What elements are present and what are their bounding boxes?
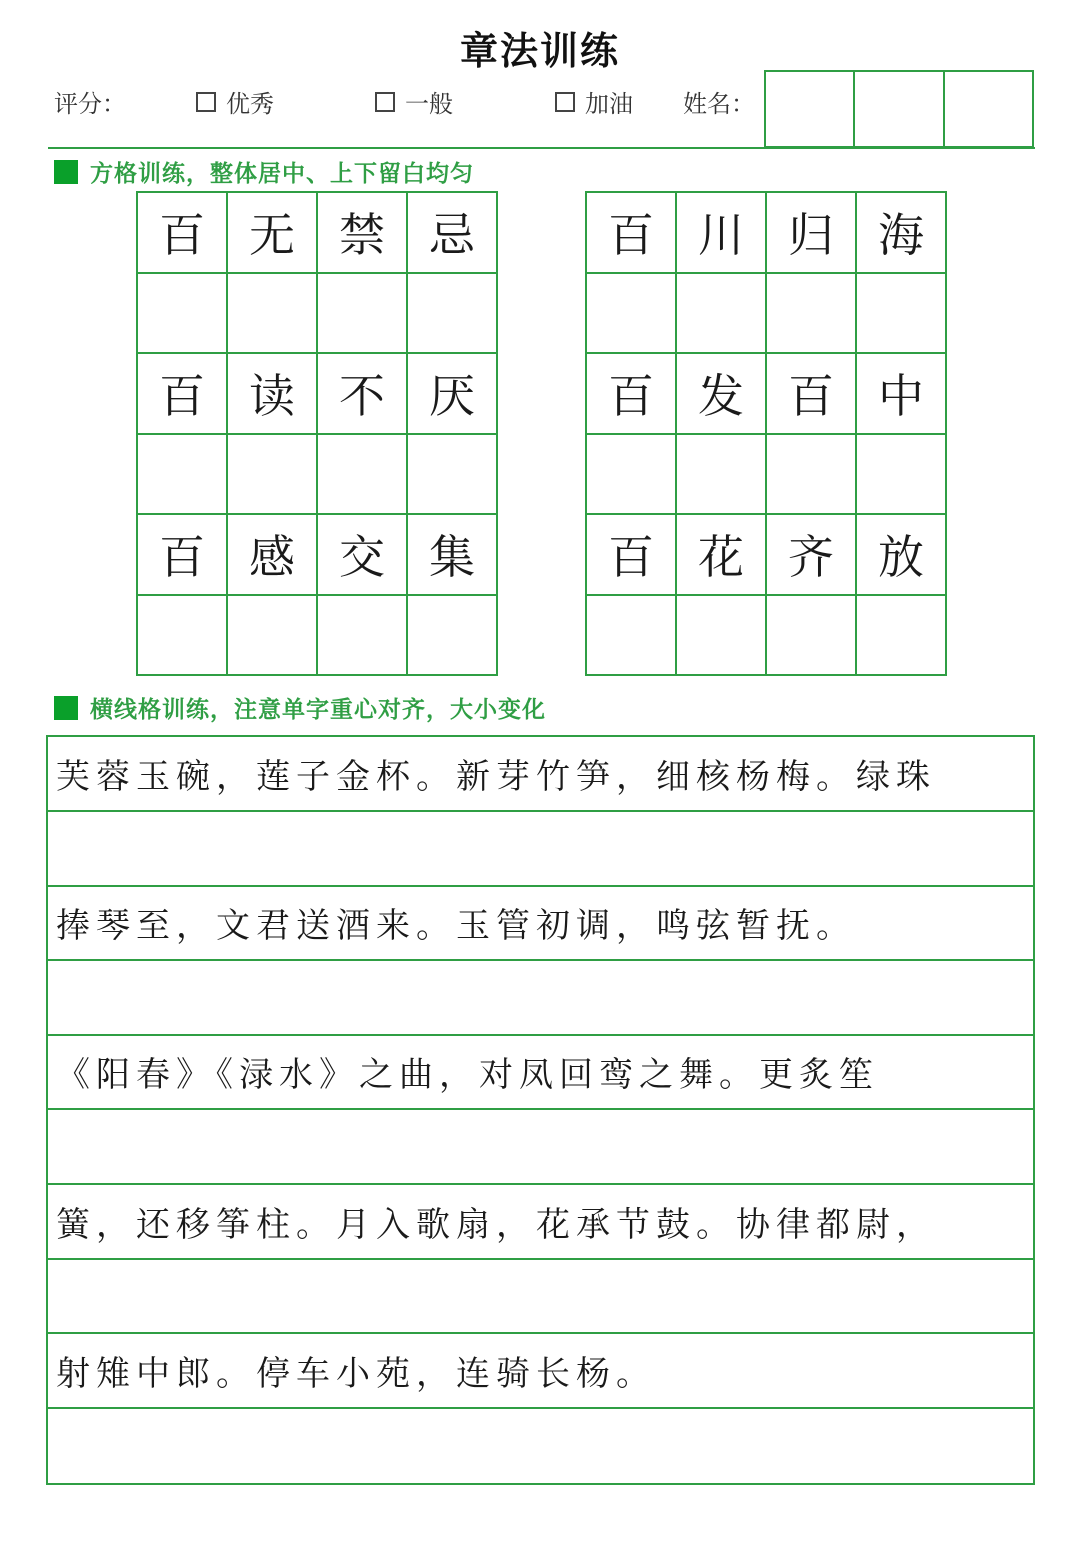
- option-excellent-label: 优秀: [226, 90, 274, 118]
- name-box[interactable]: [945, 72, 1032, 146]
- grid-cell-practice[interactable]: [767, 596, 857, 677]
- checkbox-icon[interactable]: [375, 92, 395, 112]
- lined-row-sample: 芙蓉玉碗，莲子金杯。新芽竹笋，细核杨梅。绿珠: [48, 737, 1033, 812]
- lined-row-practice[interactable]: [48, 1110, 1033, 1185]
- grid-cell-sample: 放: [857, 515, 947, 596]
- grid-cell-sample: 禁: [318, 193, 408, 274]
- name-label: 姓名：: [683, 90, 755, 118]
- grid-cell-sample: 百: [138, 193, 228, 274]
- grid-cell-practice[interactable]: [138, 274, 228, 355]
- grid-cell-practice[interactable]: [408, 274, 498, 355]
- grid-cell-sample: 川: [677, 193, 767, 274]
- option-average-label: 一般: [405, 90, 453, 118]
- section2-heading: [54, 691, 546, 724]
- name-boxes: [764, 70, 1034, 148]
- grid-cell-sample: 厌: [408, 354, 498, 435]
- grid-cell-sample: 百: [587, 193, 677, 274]
- score-label: 评分：: [54, 90, 126, 118]
- grid-cell-sample: 齐: [767, 515, 857, 596]
- option-keep-going[interactable]: [555, 84, 633, 119]
- grid-cell-sample: 百: [138, 515, 228, 596]
- lined-row-sample: 《阳春》《渌水》之曲，对凤回鸾之舞。更炙笙: [48, 1035, 1033, 1110]
- grid-cell-practice[interactable]: [767, 435, 857, 516]
- lined-row-sample: 簧，还移筝柱。月入歌扇，花承节鼓。协律都尉，: [48, 1185, 1033, 1260]
- page-title: 章法训练: [459, 29, 620, 73]
- name-box[interactable]: [766, 72, 855, 146]
- lined-row-practice[interactable]: [48, 961, 1033, 1036]
- lined-row-practice[interactable]: [48, 1408, 1033, 1483]
- grid-cell-sample: 百: [138, 354, 228, 435]
- grid-cell-sample: 无: [228, 193, 318, 274]
- grid-cell-practice[interactable]: [228, 435, 318, 516]
- option-average[interactable]: [375, 84, 453, 119]
- right-practice-grid: [585, 191, 947, 676]
- grid-cell-sample: 交: [318, 515, 408, 596]
- grid-cell-practice[interactable]: [318, 274, 408, 355]
- header-divider: [48, 147, 1035, 149]
- checkbox-icon[interactable]: [555, 92, 575, 112]
- grid-cell-sample: 发: [677, 354, 767, 435]
- grid-cell-practice[interactable]: [587, 274, 677, 355]
- lined-row-practice[interactable]: [48, 1259, 1033, 1334]
- grid-cell-sample: 读: [228, 354, 318, 435]
- lined-row-sample: 射雉中郎。停车小苑，连骑长杨。: [48, 1334, 1033, 1409]
- grid-cell-practice[interactable]: [857, 274, 947, 355]
- grid-cell-sample: 百: [767, 354, 857, 435]
- grid-cell-practice[interactable]: [677, 274, 767, 355]
- grid-cell-sample: 忌: [408, 193, 498, 274]
- grid-cell-sample: 百: [587, 354, 677, 435]
- grid-cell-practice[interactable]: [677, 596, 767, 677]
- grid-cell-practice[interactable]: [677, 435, 767, 516]
- option-excellent[interactable]: [196, 84, 274, 119]
- section1-heading-text: 方格训练，整体居中、上下留白均匀: [90, 161, 474, 187]
- grid-cell-practice[interactable]: [587, 435, 677, 516]
- grid-cell-sample: 海: [857, 193, 947, 274]
- section2-heading-text: 横线格训练，注意单字重心对齐，大小变化: [90, 697, 546, 723]
- grid-cell-sample: 中: [857, 354, 947, 435]
- grid-cell-practice[interactable]: [857, 596, 947, 677]
- grid-cell-practice[interactable]: [408, 596, 498, 677]
- grid-cell-practice[interactable]: [857, 435, 947, 516]
- grid-cell-practice[interactable]: [228, 274, 318, 355]
- grid-cell-practice[interactable]: [228, 596, 318, 677]
- option-keep-going-label: 加油: [585, 90, 633, 118]
- grid-cell-sample: 归: [767, 193, 857, 274]
- checkbox-icon[interactable]: [196, 92, 216, 112]
- grid-cell-practice[interactable]: [408, 435, 498, 516]
- lined-row-practice[interactable]: [48, 812, 1033, 887]
- grid-cell-practice[interactable]: [138, 435, 228, 516]
- grid-cell-sample: 感: [228, 515, 318, 596]
- section1-heading: [54, 155, 474, 188]
- lined-row-sample: 捧琴至，文君送酒来。玉管初调，鸣弦暂抚。: [48, 886, 1033, 961]
- grid-cell-sample: 花: [677, 515, 767, 596]
- square-marker-icon: [54, 160, 78, 184]
- grid-cell-sample: 不: [318, 354, 408, 435]
- grid-cell-practice[interactable]: [318, 435, 408, 516]
- name-box[interactable]: [855, 72, 944, 146]
- grid-cell-sample: 百: [587, 515, 677, 596]
- grid-cell-practice[interactable]: [767, 274, 857, 355]
- grid-cell-practice[interactable]: [318, 596, 408, 677]
- grid-cell-practice[interactable]: [587, 596, 677, 677]
- square-marker-icon: [54, 696, 78, 720]
- left-practice-grid: [136, 191, 498, 676]
- lined-practice-area: [46, 735, 1035, 1485]
- grid-cell-sample: 集: [408, 515, 498, 596]
- grid-cell-practice[interactable]: [138, 596, 228, 677]
